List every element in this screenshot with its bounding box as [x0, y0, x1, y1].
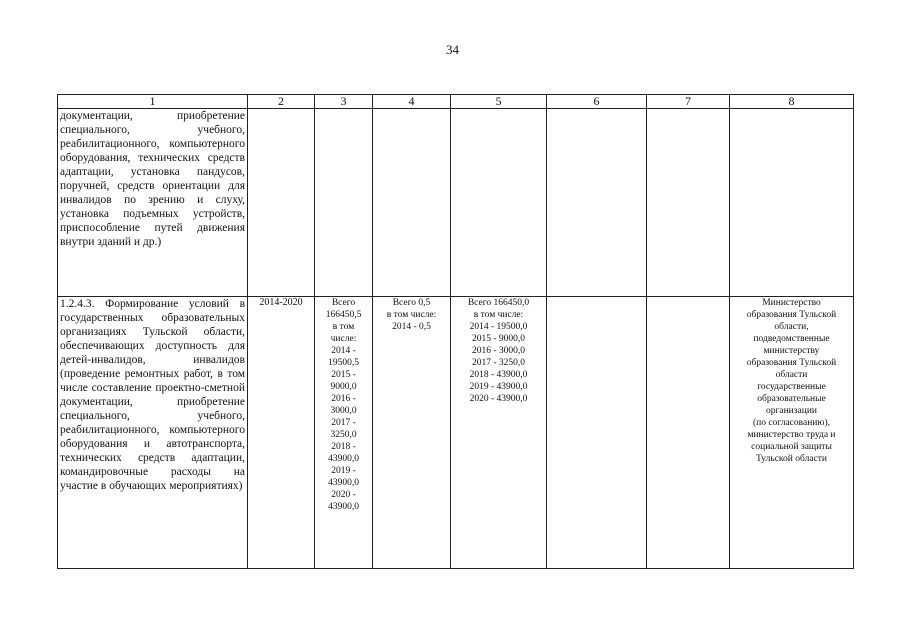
- header-col-4: 4: [373, 95, 451, 109]
- responsible-cell: [730, 109, 854, 297]
- funding-col5-cell: Всего 166450,0 в том числе: 2014 - 19500,0 2015 - 9000,0 2016 - 3000,0 2017 - 3250,0 2018 - 43900,0 2019 - 43900,0 2020 - 43900,0: [451, 297, 547, 569]
- header-col-6: 6: [547, 95, 647, 109]
- header-row: [58, 95, 854, 109]
- funding-col4-cell: Всего 0,5 в том числе: 2014 - 0,5: [373, 297, 451, 569]
- page-number: 34: [446, 42, 459, 57]
- header-col-3: 3: [315, 95, 373, 109]
- funding-col7-cell: [647, 109, 730, 297]
- measure-description: 1.2.4.3. Формирование условий в государственных образовательных организациях Тульской области, обеспечивающих доступность для детей-инвалидов, инвалидов (проведение ремонтных работ, в том числе составление проектно-сметной документации, приобретение специального, учебного, реабилитационного, компьютерного оборудования и автотранспорта, технических средств адаптации, командировочные расходы на участие в обучающих мероприятиях): [58, 297, 248, 569]
- header-col-8: 8: [730, 95, 854, 109]
- funding-col7-cell: [647, 297, 730, 569]
- funding-col6-cell: [547, 109, 647, 297]
- total-funding-cell: Всего 166450,5 в том числе: 2014 - 19500,5 2015 - 9000,0 2016 - 3000,0 2017 - 3250,0 2018 - 43900,0 2019 - 43900,0 2020 - 43900,0: [315, 297, 373, 569]
- funding-col4-cell: [373, 109, 451, 297]
- total-funding-cell: [315, 109, 373, 297]
- funding-col5-cell: [451, 109, 547, 297]
- measure-description: документации, приобретение специального, учебного, реабилитационного, компьютерного оборудования, технических средств адаптации, установка пандусов, поручней, средств ориентации для инвалидов по зрению и слуху, установка подъемных устройств, приспособление путей движения внутри зданий и др.): [58, 109, 248, 297]
- header-col-2: 2: [248, 95, 315, 109]
- period-cell: 2014-2020: [248, 297, 315, 569]
- period-cell: [248, 109, 315, 297]
- responsible-cell: Министерство образования Тульской области, подведомственные министерству образования Тульской области государственные образовательные организации (по согласованию), министерство труда и социальной защиты Тульской области: [730, 297, 854, 569]
- program-table: [57, 94, 854, 569]
- header-col-7: 7: [647, 95, 730, 109]
- header-col-1: 1: [58, 95, 248, 109]
- table-row: [58, 109, 854, 297]
- header-col-5: 5: [451, 95, 547, 109]
- table-row: [58, 297, 854, 569]
- funding-col6-cell: [547, 297, 647, 569]
